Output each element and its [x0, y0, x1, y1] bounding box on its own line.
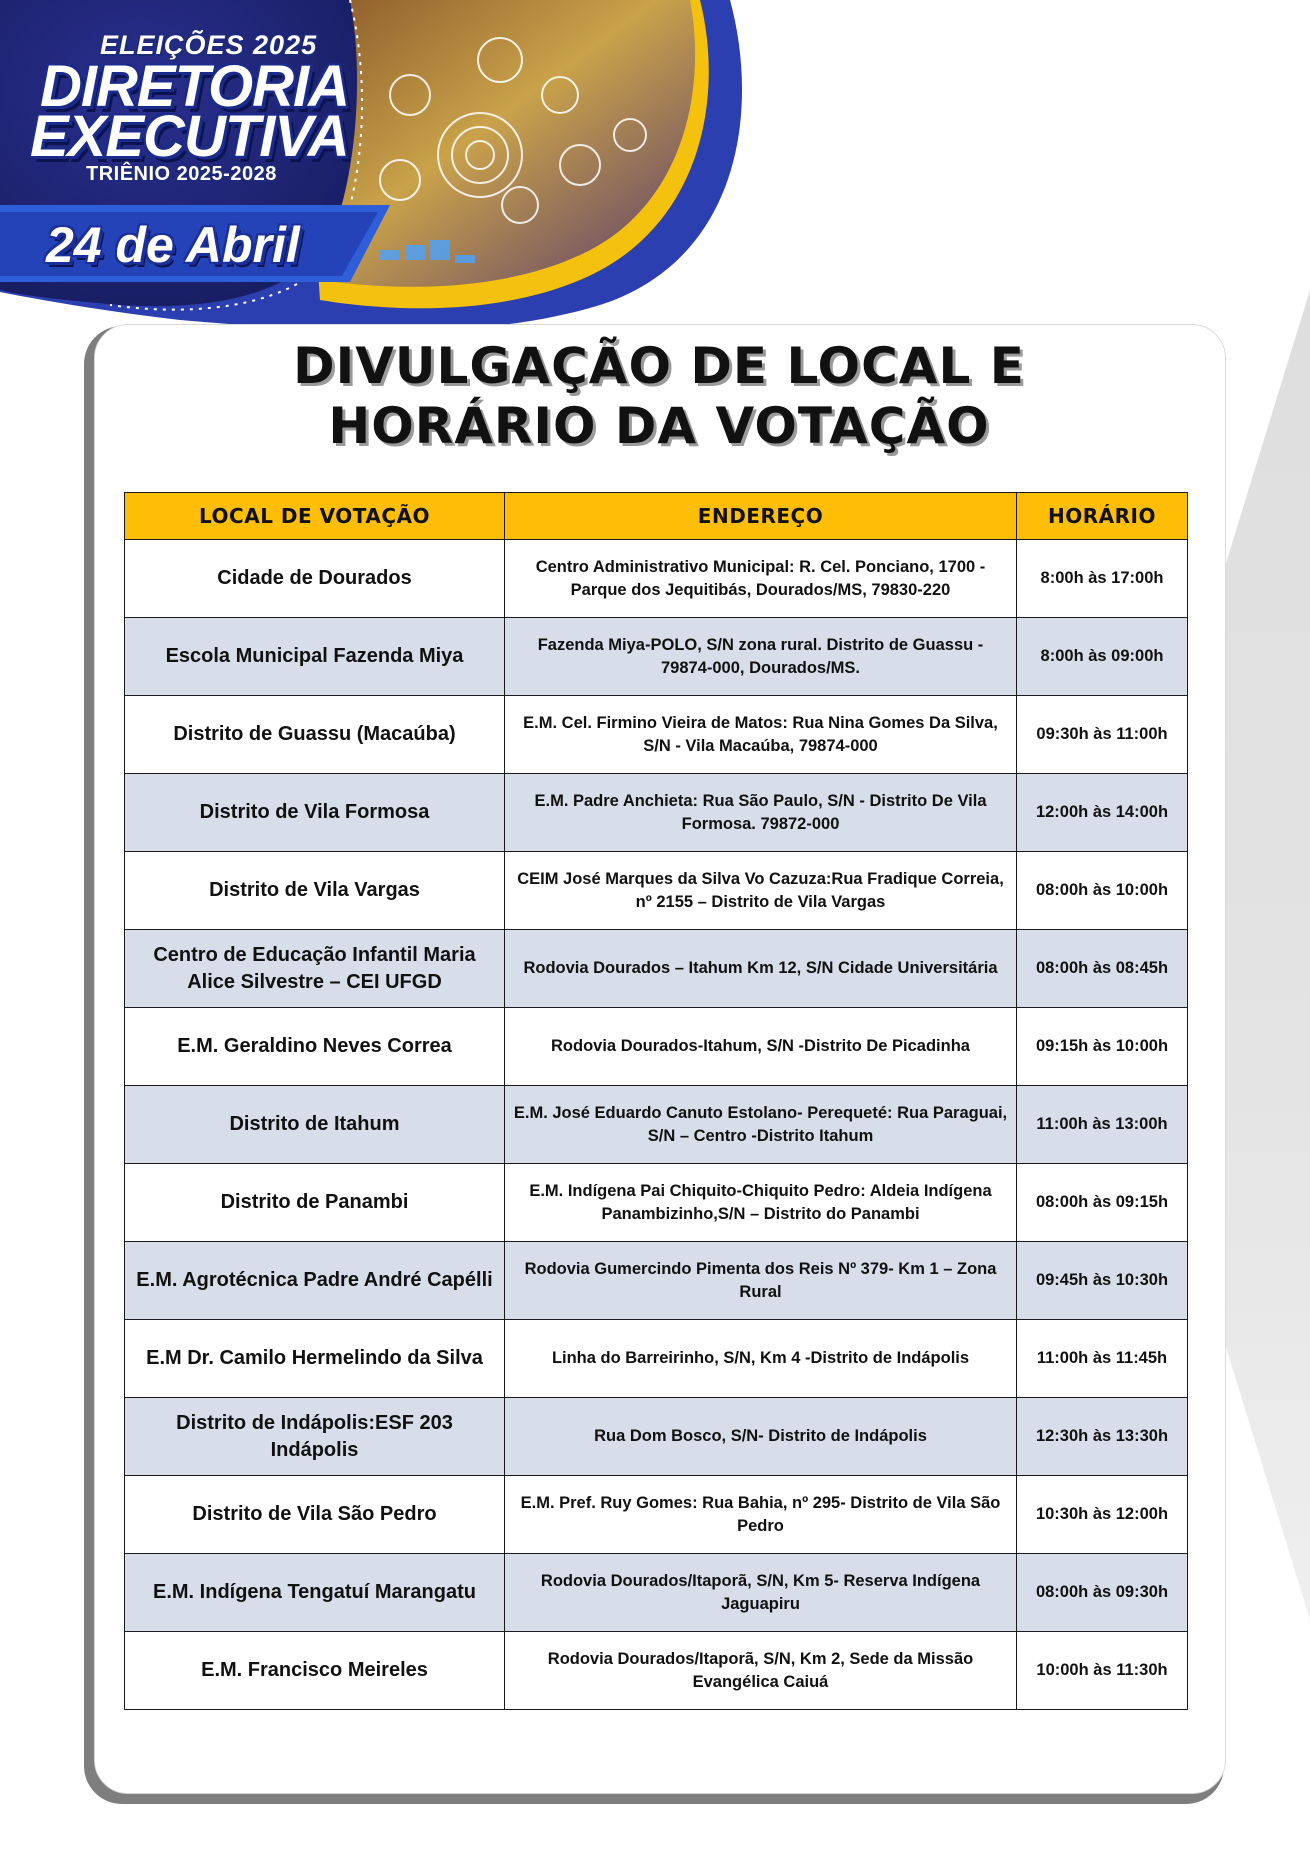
cell-horario: 08:00h às 09:15h: [1017, 1164, 1188, 1242]
table-row: [125, 1008, 1188, 1086]
cell-local: Escola Municipal Fazenda Miya: [125, 618, 505, 696]
cell-local: E.M. Francisco Meireles: [125, 1632, 505, 1710]
cell-local: Centro de Educação Infantil Maria Alice Silvestre – CEI UFGD: [125, 930, 505, 1008]
table-row: [125, 1476, 1188, 1554]
election-date: 24 de Abril: [46, 217, 300, 273]
table-row: [125, 1320, 1188, 1398]
table-row: [125, 618, 1188, 696]
cell-endereco: CEIM José Marques da Silva Vo Cazuza:Rua Fradique Correia, nº 2155 – Distrito de Vila Vargas: [505, 852, 1017, 930]
column-header-horario: HORÁRIO: [1017, 493, 1188, 540]
banner-title-line2: EXECUTIVA: [30, 104, 349, 169]
table-row: [125, 852, 1188, 930]
cell-horario: 09:30h às 11:00h: [1017, 696, 1188, 774]
trienio-label: TRIÊNIO 2025-2028: [86, 163, 277, 185]
cell-horario: 8:00h às 09:00h: [1017, 618, 1188, 696]
cell-horario: 10:30h às 12:00h: [1017, 1476, 1188, 1554]
cell-endereco: E.M. Indígena Pai Chiquito-Chiquito Pedro: Aldeia Indígena Panambizinho,S/N – Distrito do Panambi: [505, 1164, 1017, 1242]
cell-local: Distrito de Vila Vargas: [125, 852, 505, 930]
voting-schedule-table: [124, 492, 1188, 1710]
cell-horario: 12:30h às 13:30h: [1017, 1398, 1188, 1476]
table-header-row: [125, 493, 1188, 540]
cell-local: Distrito de Vila Formosa: [125, 774, 505, 852]
cell-endereco: Fazenda Miya-POLO, S/N zona rural. Distrito de Guassu - 79874-000, Dourados/MS.: [505, 618, 1017, 696]
cell-endereco: Rodovia Dourados-Itahum, S/N -Distrito De Picadinha: [505, 1008, 1017, 1086]
table-row: [125, 696, 1188, 774]
banner-title-line1: DIRETORIA: [40, 54, 349, 119]
table-row: [125, 774, 1188, 852]
cell-horario: 08:00h às 09:30h: [1017, 1554, 1188, 1632]
cell-endereco: E.M. Padre Anchieta: Rua São Paulo, S/N - Distrito De Vila Formosa. 79872-000: [505, 774, 1017, 852]
cell-horario: 10:00h às 11:30h: [1017, 1632, 1188, 1710]
decorative-side-wedge: [1220, 290, 1310, 1620]
cell-local: Distrito de Guassu (Macaúba): [125, 696, 505, 774]
election-label: ELEIÇÕES 2025: [100, 30, 318, 60]
page-title: [94, 336, 1224, 456]
table-row: [125, 1632, 1188, 1710]
table-row: [125, 540, 1188, 618]
cell-local: E.M Dr. Camilo Hermelindo da Silva: [125, 1320, 505, 1398]
cell-endereco: E.M. Cel. Firmino Vieira de Matos: Rua Nina Gomes Da Silva, S/N - Vila Macaúba, 79874-000: [505, 696, 1017, 774]
cell-horario: 11:00h às 11:45h: [1017, 1320, 1188, 1398]
cell-horario: 09:45h às 10:30h: [1017, 1242, 1188, 1320]
cell-endereco: Rodovia Gumercindo Pimenta dos Reis Nº 379- Km 1 – Zona Rural: [505, 1242, 1017, 1320]
table-row: [125, 1086, 1188, 1164]
column-header-endereco: ENDEREÇO: [505, 493, 1017, 540]
cell-horario: 08:00h às 08:45h: [1017, 930, 1188, 1008]
cell-local: Distrito de Panambi: [125, 1164, 505, 1242]
cell-endereco: Rodovia Dourados – Itahum Km 12, S/N Cidade Universitária: [505, 930, 1017, 1008]
cell-local: Cidade de Dourados: [125, 540, 505, 618]
cell-endereco: Centro Administrativo Municipal: R. Cel. Ponciano, 1700 - Parque dos Jequitibás, Dourados/MS, 79830-220: [505, 540, 1017, 618]
column-header-local: LOCAL DE VOTAÇÃO: [125, 493, 505, 540]
table-row: [125, 1554, 1188, 1632]
cell-local: Distrito de Itahum: [125, 1086, 505, 1164]
table-row: [125, 930, 1188, 1008]
table-row: [125, 1398, 1188, 1476]
cell-endereco: Rodovia Dourados/Itaporã, S/N, Km 2, Sede da Missão Evangélica Caiuá: [505, 1632, 1017, 1710]
page-title-line2: HORÁRIO DA VOTAÇÃO: [328, 397, 990, 455]
page-title-line1: DIVULGAÇÃO DE LOCAL E: [293, 337, 1025, 395]
cell-horario: 08:00h às 10:00h: [1017, 852, 1188, 930]
cell-endereco: Rodovia Dourados/Itaporã, S/N, Km 5- Reserva Indígena Jaguapiru: [505, 1554, 1017, 1632]
cell-endereco: Linha do Barreirinho, S/N, Km 4 -Distrito de Indápolis: [505, 1320, 1017, 1398]
cell-local: Distrito de Vila São Pedro: [125, 1476, 505, 1554]
table-row: [125, 1164, 1188, 1242]
cell-local: E.M. Geraldino Neves Correa: [125, 1008, 505, 1086]
cell-endereco: E.M. José Eduardo Canuto Estolano- Perequeté: Rua Paraguai, S/N – Centro -Distrito Itahum: [505, 1086, 1017, 1164]
header-banner: [0, 0, 760, 330]
cell-endereco: E.M. Pref. Ruy Gomes: Rua Bahia, nº 295- Distrito de Vila São Pedro: [505, 1476, 1017, 1554]
cell-local: E.M. Indígena Tengatuí Marangatu: [125, 1554, 505, 1632]
cell-horario: 8:00h às 17:00h: [1017, 540, 1188, 618]
cell-local: Distrito de Indápolis:ESF 203 Indápolis: [125, 1398, 505, 1476]
cell-horario: 11:00h às 13:00h: [1017, 1086, 1188, 1164]
cell-horario: 12:00h às 14:00h: [1017, 774, 1188, 852]
cell-local: E.M. Agrotécnica Padre André Capélli: [125, 1242, 505, 1320]
cell-horario: 09:15h às 10:00h: [1017, 1008, 1188, 1086]
table-row: [125, 1242, 1188, 1320]
cell-endereco: Rua Dom Bosco, S/N- Distrito de Indápolis: [505, 1398, 1017, 1476]
